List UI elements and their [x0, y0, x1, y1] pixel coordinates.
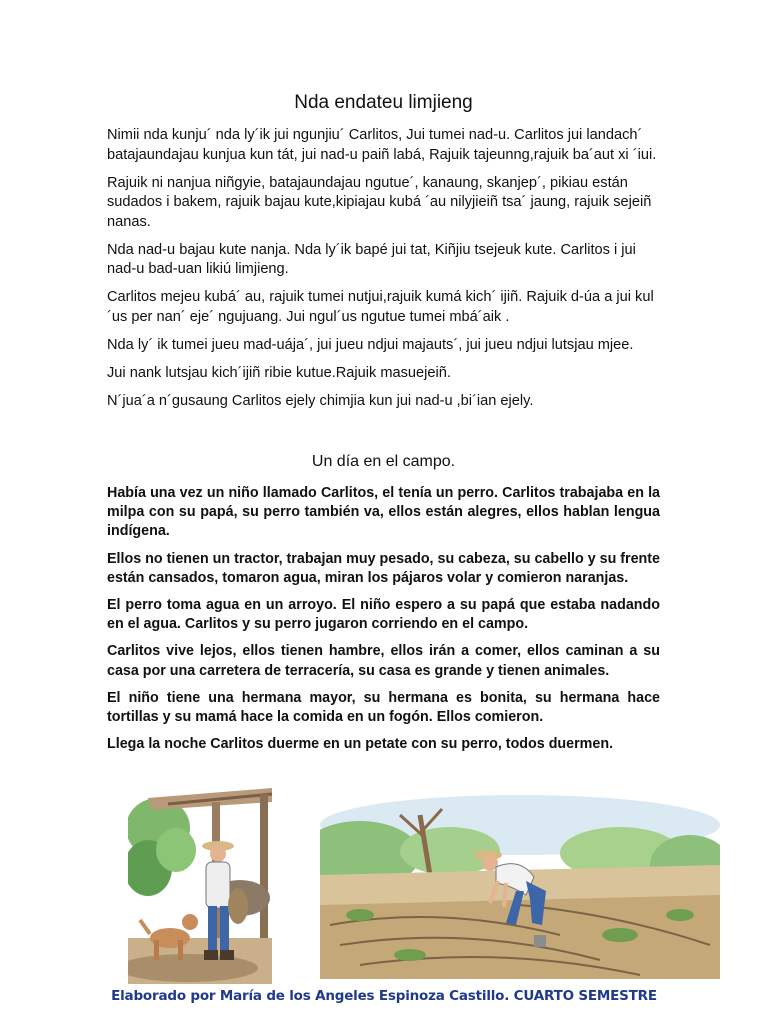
story-spanish-title: Un día en el campo.	[311, 453, 456, 470]
paragraph: Rajuik ni nanjua niñgyie, batajaundajau ngutue´, kanaung, skanjep´, pikiau están sudados i bakem, rajuik bajau kute,kipiajau kubá ´au nilyjieiñ tsa´ jaung, rajuik sejeiñ nanas.	[107, 174, 652, 230]
paragraph: Nda ly´ ik tumei jueu mad-uája´, jui jueu ndjui majauts´, jui jueu ndjui lutsjau mjee.	[107, 336, 634, 353]
story-native-body	[107, 126, 660, 420]
paragraph: El niño tiene una hermana mayor, su hermana es bonita, su hermana hace tortillas y su mamá hace la comida en un fogón. Ellos comieron.	[107, 689, 660, 726]
story-spanish-body	[107, 484, 660, 762]
paragraph: Carlitos vive lejos, ellos tienen hambre, ellos irán a comer, ellos caminan a su casa por una carretera de terracería, su casa es grande y tienen animales.	[107, 643, 660, 679]
paragraph: Carlitos mejeu kubá´ au, rajuik tumei nutjui,rajuik kumá kich´ ijiñ. Rajuik d-úa a jui kul ´us per nan´ eje´ ngujuang. Jui ngul´us ngutue tumei mbá´aik .	[107, 289, 654, 325]
paragraph: Jui nank lutsjau kich´ijiñ ribie kutue.Rajuik masuejeiñ.	[107, 364, 451, 381]
paragraph: El perro toma agua en un arroyo. El niño espero a su papá que estaba nadando en el agua. Carlitos y su perro jugaron corriendo en el campo.	[107, 597, 660, 633]
paragraph: Nda nad-u bajau kute nanja. Nda ly´ik bapé jui tat, Kiñjiu tsejeuk kute. Carlitos i jui nad-u bad-uan likiú limjieng.	[107, 241, 636, 277]
footer-credit: Elaborado por María de los Angeles Espinoza Castillo. CUARTO SEMESTRE	[111, 988, 657, 1004]
paragraph: Llega la noche Carlitos duerme en un petate con su perro, todos duermen.	[107, 736, 614, 753]
paragraph: N´jua´a n´gusaung Carlitos ejely chimjia kun jui nad-u ,bi´ian ejely.	[107, 392, 534, 409]
story-native-title: Nda endateu limjieng	[294, 92, 473, 113]
paragraph: Ellos no tienen un tractor, trabajan muy pesado, su cabeza, su cabello y su frente están cansados, tomaron agua, miran los pájaros volar y comieron naranjas.	[107, 550, 660, 586]
farmer-with-dog-illustration	[128, 788, 272, 984]
paragraph: Había una vez un niño llamado Carlitos, el tenía un perro. Carlitos trabajaba en la milpa con su papá, su perro también va, ellos están alegres, ellos hablan lengua indígena.	[107, 485, 660, 540]
paragraph: Nimii nda kunju´ nda ly´ik jui ngunjiu´ Carlitos, Jui tumei nad-u. Carlitos jui landach´ batajaundajau kunjua kun tát, jui nad-u paiñ labá, Rajuik tajeunng,rajuik ba´aut xi ´iui.	[107, 127, 657, 163]
man-working-field-illustration	[320, 795, 720, 979]
